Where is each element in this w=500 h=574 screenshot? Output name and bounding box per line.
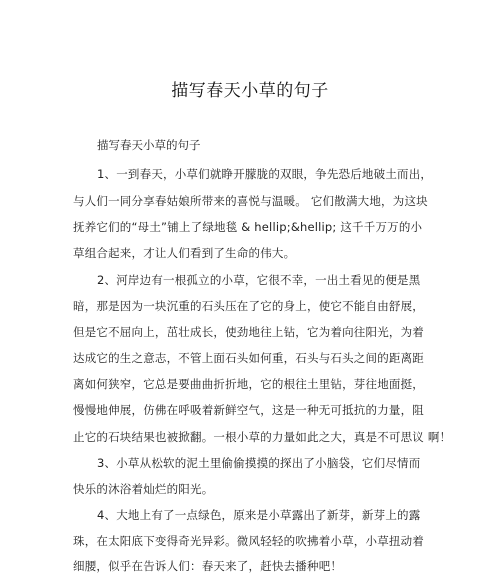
paragraph-4-line-2: 珠，在太阳底下变得奇光异彩。微风轻轻的吹拂着小草，小草扭动着 <box>73 534 424 548</box>
paragraph-2-line-2: 暗，那是因为一块沉重的石头压在了它的身上，使它不能自由舒展， <box>73 299 424 313</box>
paragraph-2-line-4: 达成它的生之意志，不管上面石头如何重，石头与石头之间的距离距 <box>73 351 424 365</box>
paragraph-4-line-1: 4、大地上有了一点绿色，原来是小草露出了新芽，新芽上的露 <box>97 508 421 522</box>
paragraph-4-line-3: 细腰，似乎在告诉人们：春天来了，赶快去播种吧！ <box>73 559 343 573</box>
paragraph-3-line-2: 快乐的沐浴着灿烂的阳光。 <box>73 482 214 496</box>
paragraph-1-line-1: 1、一到春天，小草们就睁开朦胧的双眼，争先恐后地破土而出， <box>97 167 433 181</box>
paragraph-2-line-1: 2、河岸边有一根孤立的小草，它很不幸，一出土看见的便是黑 <box>97 273 421 287</box>
paragraph-2-line-6: 慢慢地伸展，仿佛在呼吸着新鲜空气，这是一种无可抵抗的力量，阻 <box>73 403 424 417</box>
paragraph-2-line-3: 但是它不屈向上，茁壮成长，使劲地往上钻，它为着向往阳光，为着 <box>73 325 424 339</box>
paragraph-1-line-2: 与人们一同分享春姑娘所带来的喜悦与温暖。 它们散满大地，为这块 <box>73 194 428 208</box>
paragraph-2-line-5: 离如何狭窄，它总是要曲曲折折地，它的根往土里钻，芽往地面挺， <box>73 377 424 391</box>
paragraph-1-line-3: 抚养它们的“母土”铺上了绿地毯 & hellip;&hellip; 这千千万万的小 <box>73 220 423 234</box>
paragraph-2-line-7: 止它的石块结果也被掀翻。一根小草的力量如此之大，真是不可思议 啊！ <box>73 430 452 444</box>
paragraph-1-line-4: 草组合起来，才让人们看到了生命的伟大。 <box>73 246 296 260</box>
paragraph-3-line-1: 3、小草从松软的泥土里偷偷摸摸的探出了小脑袋，它们尽情而 <box>97 456 421 470</box>
page-title: 描写春天小草的句子 <box>171 81 329 101</box>
document-subtitle: 描写春天小草的句子 <box>97 138 201 152</box>
